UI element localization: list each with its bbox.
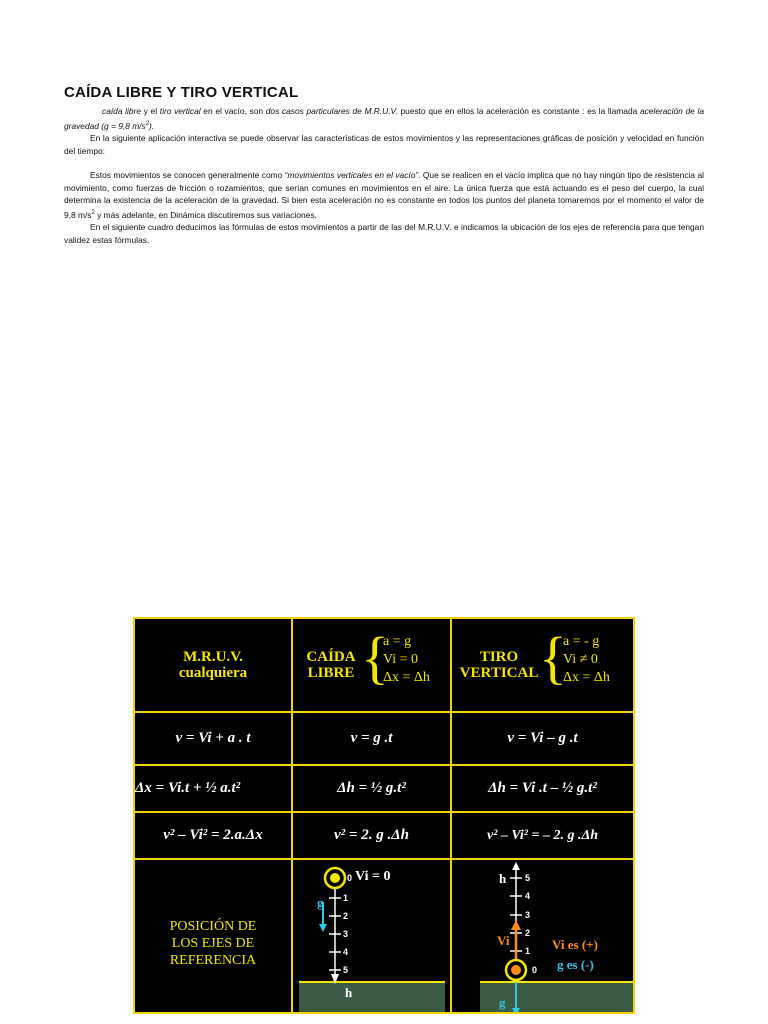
- header-text: CAÍDA: [306, 649, 356, 665]
- fall-g-label: g: [317, 895, 324, 910]
- header-mruv: [135, 619, 291, 711]
- header-text: LIBRE: [307, 665, 355, 681]
- tick-label: 1: [343, 893, 349, 903]
- text-segment: ).: [149, 120, 155, 131]
- text-segment: y el: [141, 106, 160, 116]
- tick-label: 3: [525, 910, 531, 920]
- paragraph-cuadro: En el siguiente cuadro deducimos las fórmulas de estos movimientos a partir de las del M.R.U.V. e indicamos la ubicación de los ejes de referencia para que tengan validez estas fórmulas.: [64, 222, 704, 245]
- formula-tiro-velocity: v = Vi – g .t: [507, 730, 578, 746]
- condition-item: Vi ≠ 0: [563, 652, 598, 667]
- formula-caida-height: Δh = ½ g.t²: [337, 780, 406, 796]
- superscript: 2: [91, 209, 95, 216]
- text-segment: en el vacío, son: [200, 106, 266, 116]
- formula-tiro-squared: v² – Vi² = – 2. g .Δh: [486, 827, 599, 843]
- formula-mruv-velocity: v = Vi + a . t: [175, 730, 251, 746]
- text-aceleracion-gravedad: aceleración de la gravedad (g = 9,8 m/s: [64, 106, 704, 131]
- g-sign-label: g es (-): [557, 957, 594, 972]
- throw-h-label: h: [499, 871, 507, 886]
- formula-caida-velocity: v = g .t: [350, 730, 393, 746]
- arrow-up-icon: [512, 862, 520, 870]
- arrow-up-icon: [511, 920, 521, 930]
- curly-brace-icon: {: [361, 625, 389, 690]
- vertical-throw-diagram: [452, 860, 633, 1014]
- header-text: VERTICAL: [459, 665, 539, 681]
- formula-tiro-height: Δh = Vi .t – ½ g.t²: [488, 780, 597, 796]
- superscript: 2: [145, 120, 150, 127]
- caida-conditions: [383, 633, 430, 687]
- text-tiro-vertical: tiro vertical: [159, 106, 201, 116]
- header-text: TIRO: [479, 649, 519, 665]
- header-caida-libre: [295, 619, 367, 711]
- formula-caida-squared: v² = 2. g .Δh: [334, 827, 409, 843]
- paragraph-intro: [64, 105, 704, 132]
- condition-item: a = g: [383, 634, 412, 649]
- condition-item: Vi = 0: [383, 652, 419, 667]
- ground-area: [299, 982, 445, 1014]
- tick-label: 2: [343, 911, 349, 921]
- condition-item: Δx = Δh: [383, 670, 430, 685]
- header-text: cualquiera: [178, 665, 248, 681]
- formula-mruv-displacement: Δx = Vi.t + ½ a.t²: [135, 780, 241, 796]
- text-segment: puesto que en ellos la aceleración es constante : es la llamada: [397, 106, 640, 116]
- condition-item: Δx = Δh: [563, 670, 610, 685]
- condition-item: a = - g: [563, 634, 600, 649]
- tiro-conditions: [563, 633, 610, 687]
- text-casos-particulares: dos casos particulares de M.R.U.V.: [265, 106, 398, 116]
- text-segment: y más adelante, en Dinámica discutiremos sus variaciones.: [94, 209, 317, 220]
- tick-label: 4: [525, 891, 531, 901]
- tick-label: 0: [347, 873, 353, 883]
- tick-label: 5: [343, 965, 349, 975]
- paragraph-movimientos: [64, 169, 704, 221]
- fall-h-label: h: [345, 985, 353, 1000]
- tick-label: 0: [532, 965, 538, 975]
- paragraph-interactive: En la siguiente aplicación interactiva se puede observar las características de estos movimientos y las representaciones gráficas de posición y velocidad en función del tiempo:: [64, 132, 704, 156]
- tick-label: 3: [343, 929, 349, 939]
- text-caida-libre: caída libre: [102, 106, 141, 116]
- throw-vi-label: Vi: [497, 933, 510, 948]
- formula-mruv-squared: v² – Vi² = 2.a.Δx: [163, 827, 263, 843]
- arrow-down-icon: [319, 924, 327, 932]
- page-title: CAÍDA LIBRE Y TIRO VERTICAL: [64, 84, 299, 101]
- tick-label: 1: [525, 946, 531, 956]
- header-text: M.R.U.V.: [183, 649, 243, 665]
- tick-label: 2: [525, 928, 531, 938]
- tick-label: 4: [343, 947, 349, 957]
- header-tiro-vertical: [455, 619, 543, 711]
- vi-sign-label: Vi es (+): [552, 937, 598, 952]
- tick-label: 5: [525, 873, 531, 883]
- text-movimientos-verticales: “movimientos verticales en el vacío”: [284, 170, 419, 181]
- formulas-table: [133, 617, 635, 1014]
- label-line: REFERENCIA: [169, 952, 257, 968]
- text-segment: Estos movimientos se conocen generalmente como: [90, 170, 285, 181]
- fall-vi-label: Vi = 0: [355, 869, 391, 884]
- position-axes-label: [135, 860, 291, 1014]
- document-body: [64, 84, 704, 247]
- label-line: POSICIÓN DE: [169, 918, 257, 934]
- throw-g-label: g: [499, 995, 506, 1010]
- curly-brace-icon: {: [539, 625, 567, 690]
- label-line: LOS EJES DE: [171, 935, 255, 951]
- text-segment: . Que se realicen en el vacío implica que no hay ningún tipo de resistencia al movimiento, como fuerzas de fricción o rozamientos, que serían comunes en movimientos en el aire. La única fuerza que está actuando es el peso del cuerpo, la cual determina la existencia de la aceleración de la gravedad. Si bien esta aceleración no es constante en todos los puntos del planeta tomaremos por el momento el valor de 9,8 m/s: [64, 170, 704, 220]
